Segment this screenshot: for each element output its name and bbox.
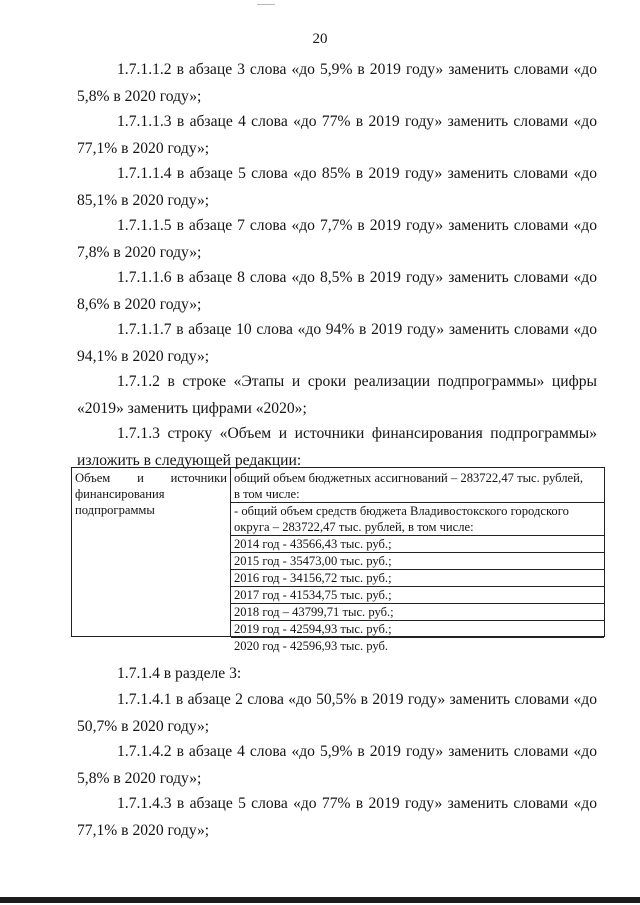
paragraph-text: 1.7.1.4.1 в абзаце 2 слова «до 50,5% в 2019 году» заменить словами «до 50,7% в 2020 году»; <box>77 691 597 735</box>
paragraph-text: 1.7.1.1.2 в абзаце 3 слова «до 5,9% в 2019 году» заменить словами «до 5,8% в 2020 году»; <box>77 61 597 105</box>
page-number: 20 <box>312 31 328 47</box>
value-line: округа – 283722,47 тыс. рублей, в том числе: <box>234 520 474 534</box>
paragraph-amendment-3 <box>77 160 597 214</box>
year-line: 2018 год – 43799,71 тыс. руб.; <box>231 603 604 620</box>
year-line: 2014 год - 43566,43 тыс. руб.; <box>231 535 604 552</box>
paragraph-text: 1.7.1.1.7 в абзаце 10 слова «до 94% в 2019 году» заменить словами «до 94,1% в 2020 году»; <box>77 321 597 365</box>
paragraph-text: 1.7.1.4.2 в абзаце 4 слова «до 5,9% в 2019 году» заменить словами «до 5,8% в 2020 году»; <box>77 743 597 787</box>
funding-table-label-cell <box>72 468 231 636</box>
paragraph-funding-intro <box>77 420 597 474</box>
label-line: финансирования <box>75 487 165 501</box>
paragraph-text: 1.7.1.4.3 в абзаце 5 слова «до 77% в 2019 году» заменить словами «до 77,1% в 2020 году»; <box>77 795 597 839</box>
funding-table <box>71 467 605 653</box>
paragraph-section-3-3 <box>77 790 597 844</box>
paragraph-text: 1.7.1.1.4 в абзаце 5 слова «до 85% в 2019 году» заменить словами «до 85,1% в 2020 году»; <box>77 165 597 209</box>
paragraph-amendment-4 <box>77 212 597 266</box>
paragraph-stages <box>77 368 597 422</box>
value-line: в том числе: <box>234 487 300 501</box>
paragraph-section-3-2 <box>77 738 597 792</box>
top-scan-mark <box>257 4 275 5</box>
paragraph-section-3 <box>77 660 597 687</box>
paragraph-text: 1.7.1.4 в разделе 3: <box>117 665 242 682</box>
year-line: 2019 год - 42594,93 тыс. руб.; <box>231 620 604 637</box>
paragraph-text: 1.7.1.1.6 в абзаце 8 слова «до 8,5% в 2019 году» заменить словами «до 8,6% в 2020 году»; <box>77 269 597 313</box>
paragraph-text: 1.7.1.1.3 в абзаце 4 слова «до 77% в 2019 году» заменить словами «до 77,1% в 2020 году»; <box>77 113 597 157</box>
label-line: подпрограммы <box>75 503 155 517</box>
paragraph-text: 1.7.1.2 в строке «Этапы и сроки реализации подпрограммы» цифры «2019» заменить цифрами «2020»; <box>77 373 597 417</box>
value-line: общий объем бюджетных ассигнований – 283722,47 тыс. рублей, <box>234 471 584 485</box>
paragraph-amendment-2 <box>77 108 597 162</box>
paragraph-text: 1.7.1.3 строку «Объем и источники финансирования подпрограммы» изложить в следующей редакции: <box>77 425 597 469</box>
label-line: Объем и источники <box>75 471 227 485</box>
year-line: 2015 год - 35473,00 тыс. руб.; <box>231 552 604 569</box>
paragraph-amendment-6 <box>77 316 597 370</box>
value-line: - общий объем средств бюджета Владивостокского городского <box>231 502 604 519</box>
paragraph-amendment-5 <box>77 264 597 318</box>
bottom-scan-edge <box>0 897 640 903</box>
funding-table-value-cell <box>231 468 604 653</box>
paragraph-text: 1.7.1.1.5 в абзаце 7 слова «до 7,7% в 2019 году» заменить словами «до 7,8% в 2020 году»; <box>77 217 597 261</box>
year-line: 2020 год - 42596,93 тыс. руб. <box>231 637 604 654</box>
paragraph-amendment-1 <box>77 56 597 110</box>
year-line: 2016 год - 34156,72 тыс. руб.; <box>231 569 604 586</box>
paragraph-section-3-1 <box>77 686 597 740</box>
year-line: 2017 год - 41534,75 тыс. руб.; <box>231 586 604 603</box>
